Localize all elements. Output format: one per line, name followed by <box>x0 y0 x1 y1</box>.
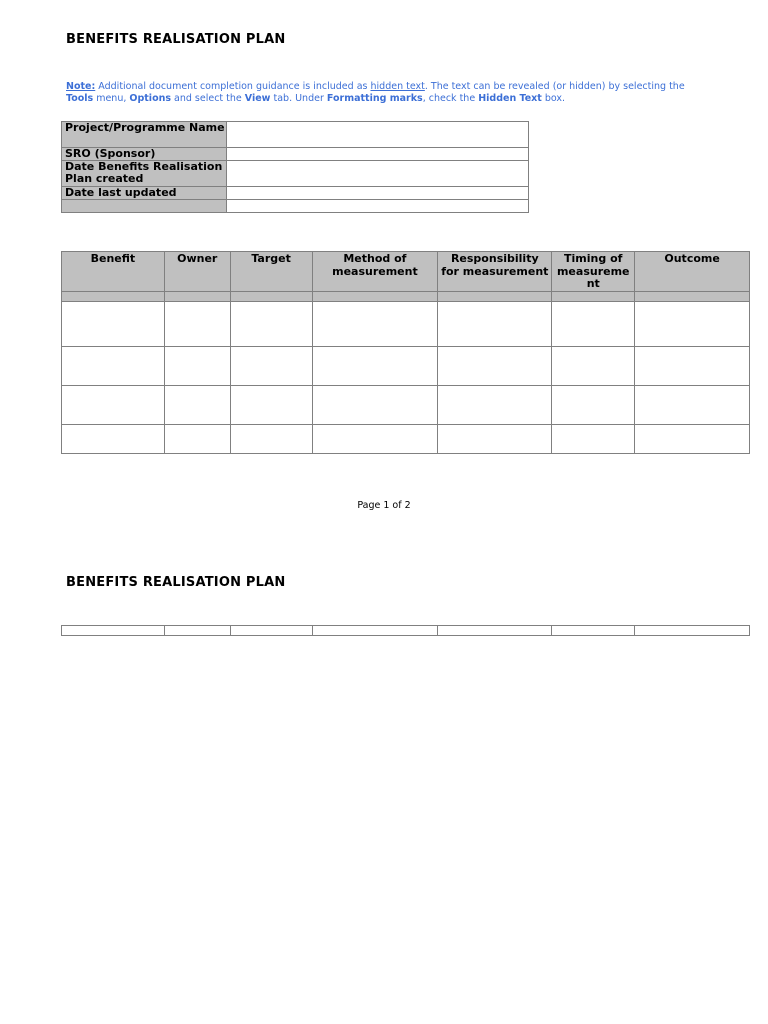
info-value[interactable] <box>227 148 529 161</box>
table-cell[interactable] <box>552 301 635 346</box>
page-title-2: BENEFITS REALISATION PLAN <box>66 575 286 590</box>
column-header-owner: Owner <box>164 252 230 292</box>
tools-label: Tools <box>66 93 94 104</box>
table-cell[interactable] <box>230 424 312 453</box>
info-label: Project/Programme Name <box>62 122 227 148</box>
note-text: tab. Under <box>270 93 327 104</box>
column-header-benefit: Benefit <box>62 252 165 292</box>
column-header-timing: Timing of measureme nt <box>552 252 635 292</box>
table-cell[interactable] <box>62 346 165 385</box>
note-label: Note: <box>66 81 96 92</box>
column-header-outcome: Outcome <box>635 252 750 292</box>
info-value[interactable] <box>227 187 529 200</box>
table-cell <box>438 291 552 301</box>
table-cell[interactable] <box>312 346 438 385</box>
info-value[interactable] <box>227 161 529 187</box>
table-cell[interactable] <box>312 301 438 346</box>
info-row <box>62 161 529 187</box>
table-cell[interactable] <box>438 385 552 424</box>
hidden-text-box-label: Hidden Text <box>478 93 542 104</box>
table-cell[interactable] <box>62 626 165 636</box>
table-cell[interactable] <box>635 626 750 636</box>
table-cell <box>230 291 312 301</box>
table-cell[interactable] <box>312 385 438 424</box>
note-text: . The text can be revealed (or hidden) by selecting the <box>424 81 685 92</box>
table-cell[interactable] <box>312 626 438 636</box>
table-cell[interactable] <box>552 626 635 636</box>
formatting-marks-label: Formatting marks <box>326 93 423 104</box>
info-value[interactable] <box>227 200 529 213</box>
info-row <box>62 200 529 213</box>
table-cell[interactable] <box>635 301 750 346</box>
table-cell[interactable] <box>230 301 312 346</box>
table-cell[interactable] <box>635 346 750 385</box>
view-label: View <box>244 93 271 104</box>
info-label: SRO (Sponsor) <box>62 148 227 161</box>
project-info-table <box>61 121 529 213</box>
table-cell[interactable] <box>552 424 635 453</box>
note-text: box. <box>541 93 566 104</box>
table-header-row <box>62 252 750 292</box>
table-cell[interactable] <box>230 626 312 636</box>
table-cell[interactable] <box>62 424 165 453</box>
table-cell[interactable] <box>164 301 230 346</box>
table-cell[interactable] <box>312 424 438 453</box>
table-cell[interactable] <box>635 424 750 453</box>
table-cell[interactable] <box>62 385 165 424</box>
table-cell[interactable] <box>438 424 552 453</box>
column-header-method: Method of measurement <box>312 252 438 292</box>
table-cell <box>62 291 165 301</box>
table-cell[interactable] <box>635 385 750 424</box>
note-text: , check the <box>422 93 479 104</box>
table-row <box>62 301 750 346</box>
page-title: BENEFITS REALISATION PLAN <box>66 32 286 47</box>
table-cell <box>312 291 438 301</box>
table-row <box>62 424 750 453</box>
table-row <box>62 385 750 424</box>
note-text: and select the <box>171 93 245 104</box>
info-label: Date last updated <box>62 187 227 200</box>
info-label: Date Benefits Realisation Plan created <box>62 161 227 187</box>
table-cell[interactable] <box>438 626 552 636</box>
hidden-text-link[interactable]: hidden text <box>370 81 425 92</box>
table-cell[interactable] <box>164 424 230 453</box>
table-row <box>62 346 750 385</box>
table-cell <box>552 291 635 301</box>
info-row <box>62 148 529 161</box>
note-text: Additional document completion guidance is included as <box>95 81 371 92</box>
table-cell[interactable] <box>164 346 230 385</box>
info-row <box>62 122 529 148</box>
table-cell[interactable] <box>552 346 635 385</box>
table-cell[interactable] <box>230 385 312 424</box>
table-cell[interactable] <box>62 301 165 346</box>
info-label <box>62 200 227 213</box>
column-header-responsibility: Responsibility for measurement <box>438 252 552 292</box>
table-cell[interactable] <box>230 346 312 385</box>
table-cell[interactable] <box>552 385 635 424</box>
table-separator-row <box>62 291 750 301</box>
table-cell[interactable] <box>438 346 552 385</box>
table-cell[interactable] <box>164 385 230 424</box>
info-row <box>62 187 529 200</box>
column-header-target: Target <box>230 252 312 292</box>
guidance-note <box>66 81 706 105</box>
options-label: Options <box>129 93 172 104</box>
table-cell <box>635 291 750 301</box>
benefits-table-continued <box>61 625 750 636</box>
table-cell[interactable] <box>438 301 552 346</box>
page-number: Page 1 of 2 <box>357 500 411 511</box>
table-cell[interactable] <box>164 626 230 636</box>
benefits-table <box>61 251 750 454</box>
table-row <box>62 626 750 636</box>
table-cell <box>164 291 230 301</box>
info-value[interactable] <box>227 122 529 148</box>
note-text: menu, <box>93 93 130 104</box>
